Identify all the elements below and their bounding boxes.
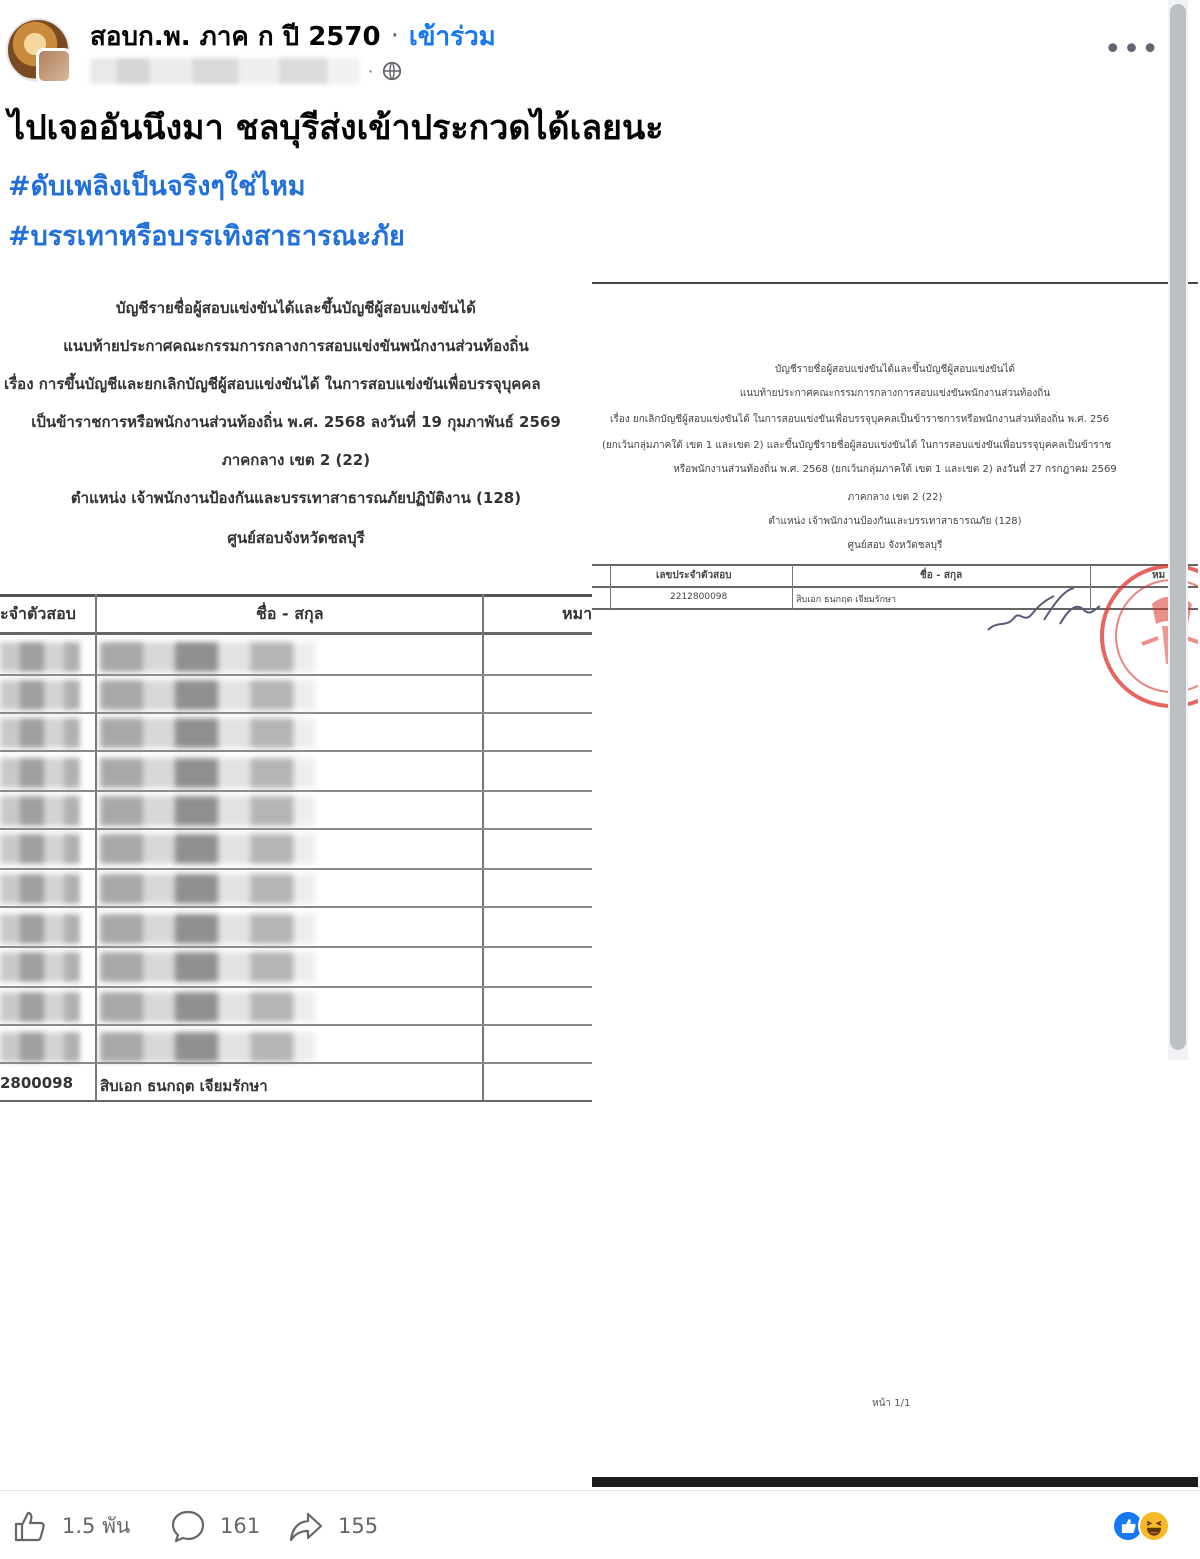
doc-heading-line: ภาคกลาง เขต 2 (22) — [221, 451, 371, 469]
table-column-divider — [792, 564, 793, 610]
document-image-right[interactable] — [592, 282, 1198, 1487]
table-cell-id: 2212800098 — [670, 592, 728, 602]
doc-heading-line: ศูนย์สอบจังหวัดชลบุรี — [227, 529, 365, 547]
share-count: 155 — [338, 1514, 379, 1538]
blurred-name-cell — [100, 952, 315, 982]
hashtag-link[interactable]: #ดับเพลิงเป็นจริงๆใช่ไหม — [8, 171, 306, 202]
doc-heading-line: เป็นข้าราชการหรือพนักงานส่วนท้องถิ่น พ.ศ. 2568 ลงวันที่ 19 กุมภาพันธ์ 2569 — [31, 413, 561, 431]
like-icon — [12, 1508, 48, 1544]
table-cell-name: สิบเอก ธนกฤต เจียมรักษา — [796, 595, 897, 605]
blurred-name-cell — [100, 718, 315, 748]
doc-heading-line: หรือพนักงานส่วนท้องถิ่น พ.ศ. 2568 (ยกเว้นกลุ่มภาคใต้ เขต 1 และเขต 2) ลงวันที่ 27 กรกฎาคม 2569 — [673, 464, 1117, 475]
blurred-name-cell — [100, 1032, 315, 1062]
table-cell-id: 2800098 — [0, 1074, 74, 1092]
table-header-id: เลขประจำตัวสอบ — [656, 570, 732, 581]
like-count: 1.5 พัน — [62, 1513, 131, 1538]
doc-heading-line: บัญชีรายชื่อผู้สอบแข่งขันได้และขึ้นบัญชีผู้สอบแข่งขันได้ — [775, 364, 1015, 375]
blurred-id-cell — [0, 1032, 80, 1062]
blurred-id-cell — [0, 718, 80, 748]
table-row-line — [0, 868, 592, 870]
table-header-name: ชื่อ - สกุล — [256, 604, 324, 623]
scrollbar-thumb[interactable] — [1170, 4, 1186, 1050]
table-header-name: ชื่อ - สกุล — [920, 570, 963, 581]
post-message: ไปเจออันนึงมา ชลบุรีส่งเข้าประกวดได้เลยนะ — [8, 108, 664, 148]
table-border — [0, 594, 592, 597]
doc-heading-line: ตำแหน่ง เจ้าพนักงานป้องกันและบรรเทาสาธารณภัยปฏิบัติงาน (128) — [70, 489, 522, 507]
table-row-line — [0, 1062, 592, 1064]
globe-icon — [381, 60, 403, 82]
blurred-id-cell — [0, 834, 80, 864]
blurred-name-cell — [100, 758, 315, 788]
doc-heading-line: เรื่อง ยกเลิกบัญชีผู้สอบแข่งขันได้ ในการสอบแข่งขันเพื่อบรรจุบุคคลเป็นข้าราชการหรือพนักงานส่วนท้องถิ่น พ.ศ. 256 — [610, 414, 1110, 425]
table-cell-name: สิบเอก ธนกฤต เจียมรักษา — [100, 1077, 268, 1095]
blurred-id-cell — [0, 758, 80, 788]
table-header-note: หม — [1152, 570, 1166, 581]
blurred-id-cell — [0, 796, 80, 826]
comment-count: 161 — [220, 1514, 261, 1538]
table-row-line — [0, 946, 592, 948]
table-header-note: หมา — [562, 604, 592, 623]
image-border — [592, 1477, 1198, 1487]
signature-icon — [984, 580, 1104, 640]
table-header-id: ะจำตัวสอบ — [0, 604, 76, 623]
post-meta — [90, 56, 403, 86]
doc-heading-line: ภาคกลาง เขต 2 (22) — [847, 492, 943, 503]
table-row-line — [0, 828, 592, 830]
post-header — [90, 18, 496, 54]
table-row-line — [0, 1024, 592, 1026]
document-image-left[interactable] — [0, 282, 592, 1112]
doc-heading-line: แนบท้ายประกาศคณะกรรมการกลางการสอบแข่งขันพนักงานส่วนท้องถิ่น — [63, 337, 529, 355]
doc-heading-line: ศูนย์สอบ จังหวัดชลบุรี — [847, 540, 943, 551]
author-name-blurred[interactable] — [90, 58, 360, 84]
share-button[interactable] — [288, 1506, 378, 1546]
blurred-name-cell — [100, 992, 315, 1022]
header-separator: · — [390, 21, 399, 51]
blurred-name-cell — [100, 796, 315, 826]
table-row-line — [0, 906, 592, 908]
blurred-id-cell — [0, 914, 80, 944]
table-column-divider — [610, 564, 611, 610]
author-avatar[interactable] — [36, 48, 72, 84]
doc-heading-line: ตำแหน่ง เจ้าพนักงานป้องกันและบรรเทาสาธารณภัย (128) — [768, 516, 1022, 527]
doc-heading-line: บัญชีรายชื่อผู้สอบแข่งขันได้และขึ้นบัญชีผู้สอบแข่งขันได้ — [116, 299, 476, 317]
table-row-line — [0, 674, 592, 676]
share-icon — [288, 1508, 324, 1544]
table-row-line — [0, 790, 592, 792]
comment-button[interactable] — [170, 1506, 260, 1546]
footer-divider — [0, 1490, 1200, 1491]
table-header-border — [0, 632, 592, 635]
blurred-name-cell — [100, 680, 315, 710]
blurred-name-cell — [100, 874, 315, 904]
image-border — [592, 282, 1198, 284]
reactions-summary[interactable] — [1112, 1508, 1182, 1544]
blurred-name-cell — [100, 642, 315, 672]
blurred-id-cell — [0, 680, 80, 710]
blurred-id-cell — [0, 642, 80, 672]
blurred-id-cell — [0, 874, 80, 904]
meta-separator: · — [368, 61, 374, 81]
like-button[interactable] — [12, 1506, 130, 1546]
join-group-button[interactable]: เข้าร่วม — [408, 21, 496, 52]
blurred-id-cell — [0, 952, 80, 982]
haha-reaction-icon — [1138, 1510, 1170, 1542]
doc-heading-line: (ยกเว้นกลุ่มภาคใต้ เขต 1 และเขต 2) และขึ้นบัญชีรายชื่อผู้สอบแข่งขันได้ ในการสอบแข่งขันเพื่อบรรจุบุคคลเป็นข้าราช — [602, 440, 1112, 451]
table-row-line — [0, 986, 592, 988]
comment-icon — [170, 1508, 206, 1544]
table-row-line — [0, 750, 592, 752]
table-row-line — [0, 712, 592, 714]
table-border — [0, 1100, 592, 1102]
blurred-name-cell — [100, 914, 315, 944]
group-name-link[interactable]: สอบก.พ. ภาค ก ปี 2570 — [90, 21, 381, 52]
doc-heading-line: เรื่อง การขึ้นบัญชีและยกเลิกบัญชีผู้สอบแข่งขันได้ ในการสอบแข่งขันเพื่อบรรจุบุคคล — [4, 375, 541, 393]
blurred-id-cell — [0, 992, 80, 1022]
more-options-button[interactable]: ••• — [1103, 32, 1160, 67]
doc-heading-line: แนบท้ายประกาศคณะกรรมการกลางการสอบแข่งขันพนักงานส่วนท้องถิ่น — [739, 388, 1051, 399]
page-number: หน้า 1/1 — [872, 1398, 911, 1409]
blurred-name-cell — [100, 834, 315, 864]
hashtag-link[interactable]: #บรรเทาหรือบรรเทิงสาธารณะภัย — [8, 221, 405, 252]
